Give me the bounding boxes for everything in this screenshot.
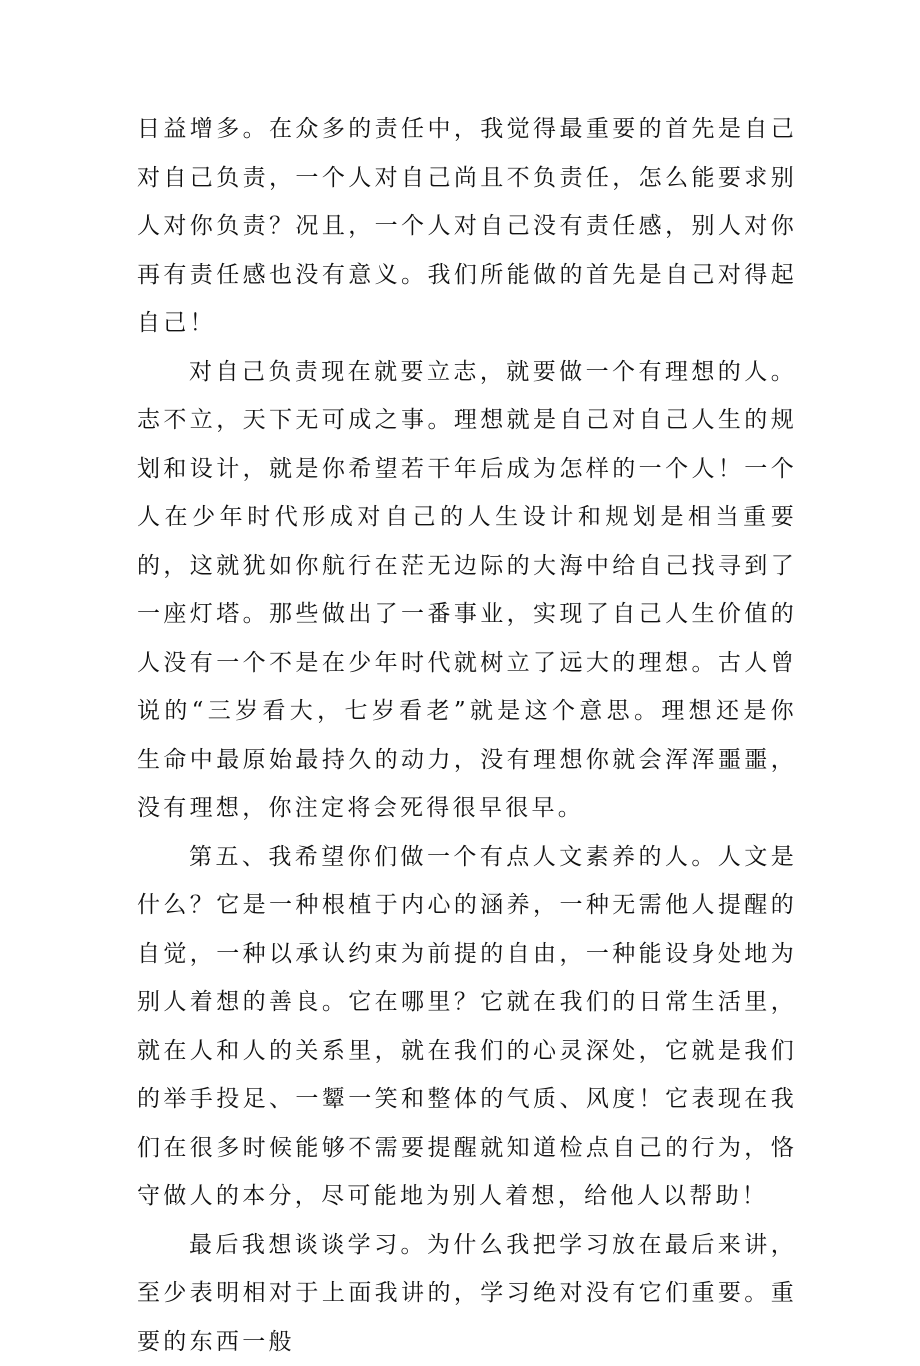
paragraph-ideal: 对自己负责现在就要立志，就要做一个有理想的人。志不立，天下无可成之事。理想就是自己对自己人生的规划和设计，就是你希望若干年后成为怎样的一个人！一个人在少年时代形成对自己的人生设计和规划是相当重要的，这就犹如你航行在茫无边际的大海中给自己找寻到了一座灯塔。那些做出了一番事业，实现了自己人生价值的人没有一个不是在少年时代就树立了远大的理想。古人曾说的“三岁看大，七岁看老”就是这个意思。理想还是你生命中最原始最持久的动力，没有理想你就会浑浑噩噩，没有理想，你注定将会死得很早很早。 [137,348,797,833]
paragraph-continuation: 日益增多。在众多的责任中，我觉得最重要的首先是自己对自己负责，一个人对自己尚且不负责任，怎么能要求别人对你负责？况且，一个人对自己没有责任感，别人对你再有责任感也没有意义。我们所能做的首先是自己对得起自己！ [137,105,797,348]
paragraph-humanities: 第五、我希望你们做一个有点人文素养的人。人文是什么？它是一种根植于内心的涵养，一种无需他人提醒的自觉，一种以承认约束为前提的自由，一种能设身处地为别人着想的善良。它在哪里？它就在我们的日常生活里，就在人和人的关系里，就在我们的心灵深处，它就是我们的举手投足、一颦一笑和整体的气质、风度！它表现在我们在很多时候能够不需要提醒就知道检点自己的行为，恪守做人的本分，尽可能地为别人着想，给他人以帮助！ [137,833,797,1221]
document-body [137,105,797,1366]
paragraph-study: 最后我想谈谈学习。为什么我把学习放在最后来讲，至少表明相对于上面我讲的，学习绝对没有它们重要。重要的东西一般 [137,1221,797,1366]
